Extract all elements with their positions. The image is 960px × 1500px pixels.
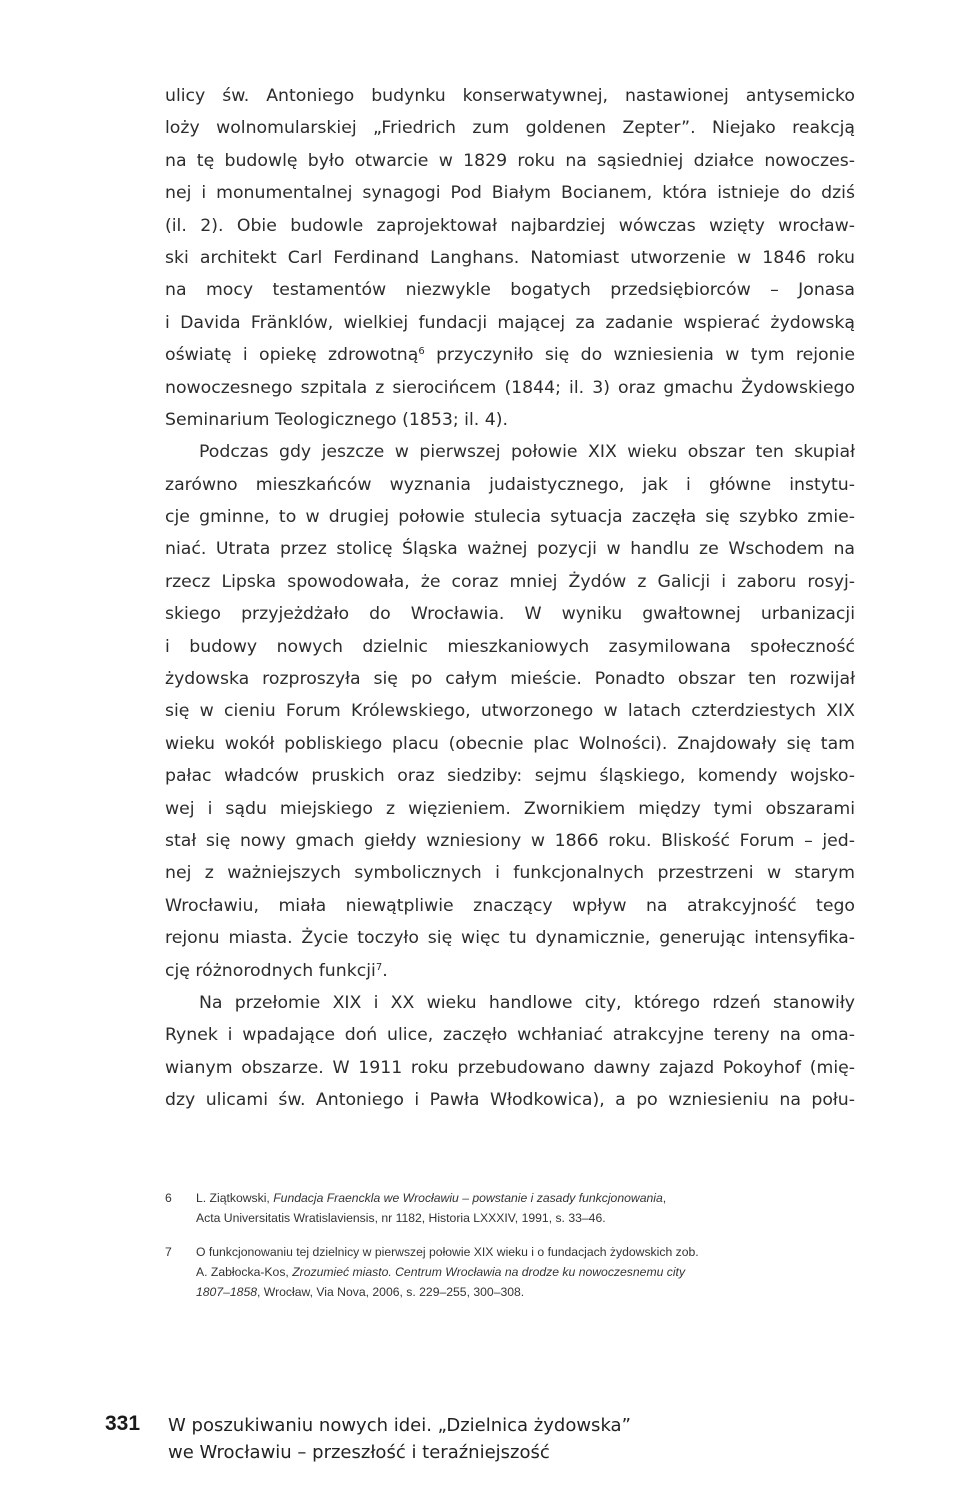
- body-line: [165, 339, 855, 371]
- footnotes: [165, 1188, 865, 1316]
- body-line-text: wej i sądu miejskiego z więzieniem. Zwornikiem między tymi obszarami: [165, 798, 855, 819]
- body-line: [165, 1084, 855, 1116]
- body-line-text: (il. 2). Obie budowle zaprojektował najbardziej wówczas wzięty wrocław-: [165, 215, 855, 236]
- body-line: [165, 1019, 855, 1051]
- body-line-tail: przyczyniło się do wzniesienia w tym rejonie: [424, 345, 855, 366]
- body-line: [165, 210, 855, 242]
- footnote-ref[interactable]: 6: [418, 346, 425, 358]
- body-line-text: nowoczesnego szpitala z sierocińcem (1844; il. 3) oraz gmachu Żydowskiego: [165, 377, 855, 398]
- body-line: [165, 404, 855, 436]
- footnote-line: [196, 1242, 865, 1262]
- body-line-text: się w cieniu Forum Królewskiego, utworzonego w latach czterdziestych XIX: [165, 701, 855, 722]
- footnote: [165, 1188, 865, 1228]
- footnote-line: [196, 1188, 865, 1208]
- body-line-text: cję różnorodnych funkcji: [165, 960, 376, 981]
- footnote-text: , Wrocław, Via Nova, 2006, s. 229–255, 300–308.: [257, 1285, 525, 1299]
- footnote-text: Acta Universitatis Wratislaviensis, nr 1182, Historia LXXXIV, 1991, s. 33–46.: [196, 1211, 606, 1225]
- body-line: [165, 436, 855, 468]
- running-title: [168, 1412, 631, 1466]
- body-line: [165, 469, 855, 501]
- body-line: [165, 501, 855, 533]
- body-line-text: na mocy testamentów niezwykle bogatych przedsiębiorców – Jonasa: [165, 280, 855, 301]
- footnote-line: [196, 1282, 865, 1302]
- body-line: [165, 890, 855, 922]
- body-line-text: oświatę i opiekę zdrowotną: [165, 345, 419, 366]
- body-line-text: ulicy św. Antoniego budynku konserwatywnej, nastawionej antysemicko: [165, 86, 855, 106]
- body-line-tail: .: [382, 960, 388, 981]
- footnote-title: Fundacja Fraenckla we Wrocławiu – powstanie i zasady funkcjonowania: [273, 1191, 663, 1205]
- body-line-text: i Davida Fränklów, wielkiej fundacji mającej za zadanie wspierać żydowską: [165, 312, 855, 333]
- body-line: [165, 145, 855, 177]
- body-line-text: rejonu miasta. Życie toczyło się więc tu dynamicznie, generując intensyfika-: [165, 928, 855, 949]
- body-line: [165, 631, 855, 663]
- running-title-line-2: we Wrocławiu – przeszłość i teraźniejszość: [168, 1442, 550, 1463]
- body-line: [165, 566, 855, 598]
- body-line-text: rzecz Lipska spowodowała, że coraz mniej Żydów z Galicji i zaboru rosyj-: [165, 571, 855, 592]
- body-line-text: cje gminne, to w drugiej połowie stulecia sytuacja zaczęła się szybko zmie-: [165, 507, 855, 528]
- body-line-text: Podczas gdy jeszcze w pierwszej połowie XIX wieku obszar ten skupiał: [199, 442, 855, 463]
- body-line-text: i budowy nowych dzielnic mieszkaniowych zasymilowana społeczność: [165, 636, 855, 657]
- body-line: [165, 663, 855, 695]
- body-line: [165, 825, 855, 857]
- body-line: [165, 80, 855, 112]
- body-line: [165, 728, 855, 760]
- running-title-line-1: W poszukiwaniu nowych idei. „Dzielnica żydowska”: [168, 1415, 631, 1436]
- body-line: [165, 307, 855, 339]
- footnote-title: 1807–1858: [196, 1285, 258, 1299]
- body-line-text: loży wolnomularskiej „Friedrich zum goldenen Zepter”. Niejako reakcją: [165, 118, 855, 139]
- footnote: [165, 1242, 865, 1302]
- body-line-text: skiego przyjeżdżało do Wrocławia. W wyniku gwałtownej urbanizacji: [165, 604, 855, 625]
- body-line-text: Na przełomie XIX i XX wieku handlowe city, którego rdzeń stanowiły: [199, 992, 855, 1013]
- body-line-text: Wrocławiu, miała niewątpliwie znaczący wpływ na atrakcyjność tego: [165, 895, 855, 916]
- footnote-text: ,: [662, 1191, 667, 1205]
- body-line-text: nej z ważniejszych symbolicznych i funkcjonalnych przestrzeni w starym: [165, 863, 855, 884]
- page-number: 331: [105, 1412, 141, 1435]
- body-line: [165, 987, 855, 1019]
- body-line-text: nej i monumentalnej synagogi Pod Białym Bocianem, która istnieje do dziś: [165, 183, 855, 204]
- body-line-text: wieku wokół pobliskiego placu (obecnie plac Wolności). Znajdowały się tam: [165, 733, 855, 754]
- body-line: [165, 274, 855, 306]
- body-line-text: dzy ulicami św. Antoniego i Pawła Włodkowica), a po wzniesieniu na połu-: [165, 1090, 855, 1111]
- body-text: [165, 80, 855, 1117]
- body-line: [165, 955, 855, 987]
- body-line: [165, 242, 855, 274]
- body-line: [165, 372, 855, 404]
- body-line-text: Seminarium Teologicznego (1853; il. 4).: [165, 409, 508, 430]
- footnote-text: L. Ziątkowski,: [196, 1191, 274, 1205]
- body-line-text: ski architekt Carl Ferdinand Langhans. Natomiast utworzenie w 1846 roku: [165, 247, 855, 268]
- body-line-text: Rynek i wpadające doń ulice, zaczęło wchłaniać atrakcyjne tereny na oma-: [165, 1025, 855, 1046]
- body-line: [165, 760, 855, 792]
- body-line-text: niać. Utrata przez stolicę Śląska ważnej pozycji w handlu ze Wschodem na: [165, 539, 855, 560]
- body-line-text: pałac władców pruskich oraz siedziby: sejmu śląskiego, komendy wojsko-: [165, 766, 855, 787]
- footnote-number: 6: [165, 1191, 172, 1205]
- body-line: [165, 695, 855, 727]
- body-line-text: stał się nowy gmach giełdy wzniesiony w 1866 roku. Bliskość Forum – jed-: [165, 830, 855, 851]
- footnote-line: [196, 1262, 865, 1282]
- footnote-ref[interactable]: 7: [375, 961, 383, 973]
- body-line-text: żydowska rozproszyła się po całym mieście. Ponadto obszar ten rozwijał: [165, 669, 855, 690]
- footnote-line: [196, 1208, 865, 1228]
- body-line-text: na tę budowlę było otwarcie w 1829 roku na sąsiedniej działce nowoczes-: [165, 150, 855, 171]
- body-line: [165, 1052, 855, 1084]
- body-line: [165, 533, 855, 565]
- body-line: [165, 112, 855, 144]
- body-line-text: wianym obszarze. W 1911 roku przebudowano dawny zajazd Pokoyhof (mię-: [165, 1057, 855, 1078]
- body-line: [165, 598, 855, 630]
- body-line: [165, 177, 855, 209]
- footnote-number: 7: [165, 1245, 172, 1259]
- body-line-text: zarówno mieszkańców wyznania judaistycznego, jak i główne instytu-: [165, 474, 855, 495]
- footnote-text: A. Zabłocka-Kos,: [196, 1265, 293, 1279]
- footnote-text: O funkcjonowaniu tej dzielnicy w pierwszej połowie XIX wieku i o fundacjach żydowskich zob.: [196, 1245, 699, 1259]
- body-line: [165, 793, 855, 825]
- body-line: [165, 857, 855, 889]
- footnote-title: Zrozumieć miasto. Centrum Wrocławia na drodze ku nowoczesnemu city: [292, 1265, 686, 1279]
- body-line: [165, 922, 855, 954]
